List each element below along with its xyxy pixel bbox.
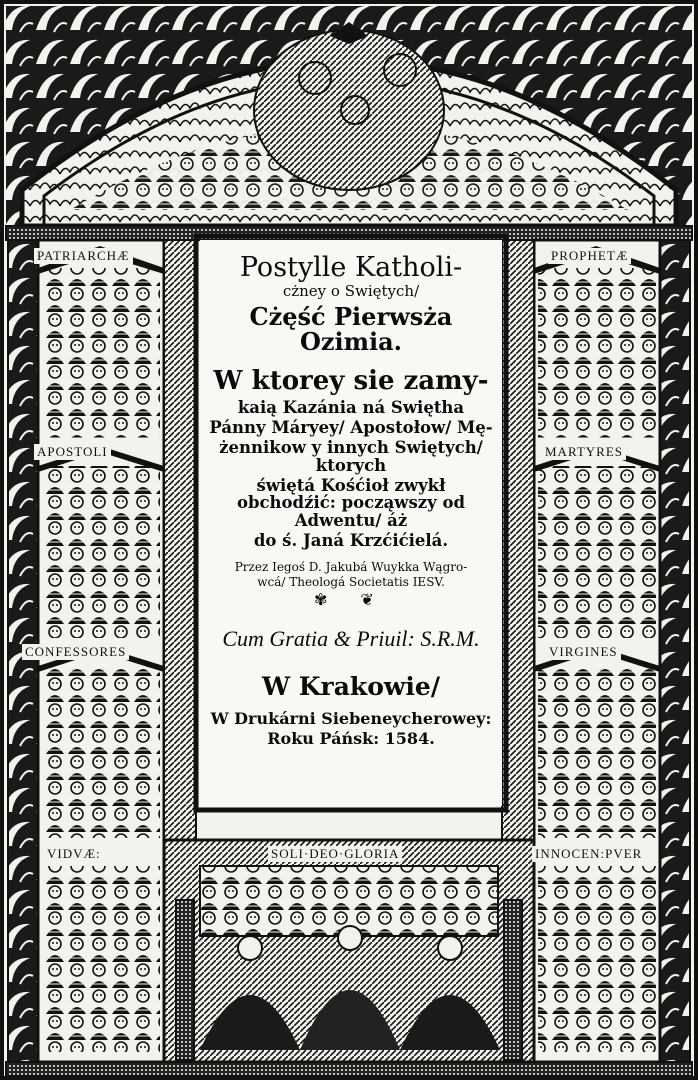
title-line-2: cżney o Swiętych/	[282, 282, 420, 301]
title-line-3: Cżęść Pierwsża Ozimia.	[249, 302, 453, 357]
label-apostoli: APOSTOLI	[34, 444, 111, 460]
title-line-1: Postylle Katholi-	[239, 252, 463, 283]
printer-line: W Drukárni Siebeneycherowey:	[210, 708, 492, 728]
author-line-1: Przez Iegoś D. Jakubá Wuykka Wągro-	[234, 560, 468, 575]
body-line: Pánny Máryey/ Apostołow/ Mę-	[209, 418, 493, 438]
label-prophetae: PROPHETÆ	[548, 248, 631, 264]
title-text-panel	[200, 240, 502, 806]
body-line: świętá Kośćioł zwykł obchodźić: począwszy od Adwentu/ áż	[236, 476, 466, 530]
label-martyres: MARTYRES	[542, 444, 626, 460]
year-line: Roku Páńsk: 1584.	[267, 729, 435, 749]
body-line: kaią Kazánia ná Swiętha	[237, 397, 465, 417]
label-motto: SOLI·DEO·GLORIA	[268, 846, 402, 862]
author-line-2: wcá/ Theologá Societatis IESV.	[257, 574, 445, 589]
body-line: żennikow y innych Swiętych/ ktorych	[219, 438, 483, 475]
label-virgines: VIRGINES	[546, 644, 621, 660]
label-viduae: VIDVÆ:	[44, 846, 104, 862]
label-patriarchae: PATRIARCHÆ	[34, 248, 133, 264]
label-innocentes: INNOCEN:PVER	[532, 846, 645, 862]
ornament-fleurons: ✾ ❦	[314, 590, 388, 610]
place-line: W Krakowie/	[262, 672, 440, 702]
privilege-line: Cum Gratia & Priuil: S.R.M.	[222, 626, 480, 652]
body-line: do ś. Janá Krzćićielá.	[253, 530, 449, 550]
label-confessores: CONFESSORES	[22, 644, 129, 660]
intro-line: W ktorey sie zamy-	[213, 366, 489, 397]
